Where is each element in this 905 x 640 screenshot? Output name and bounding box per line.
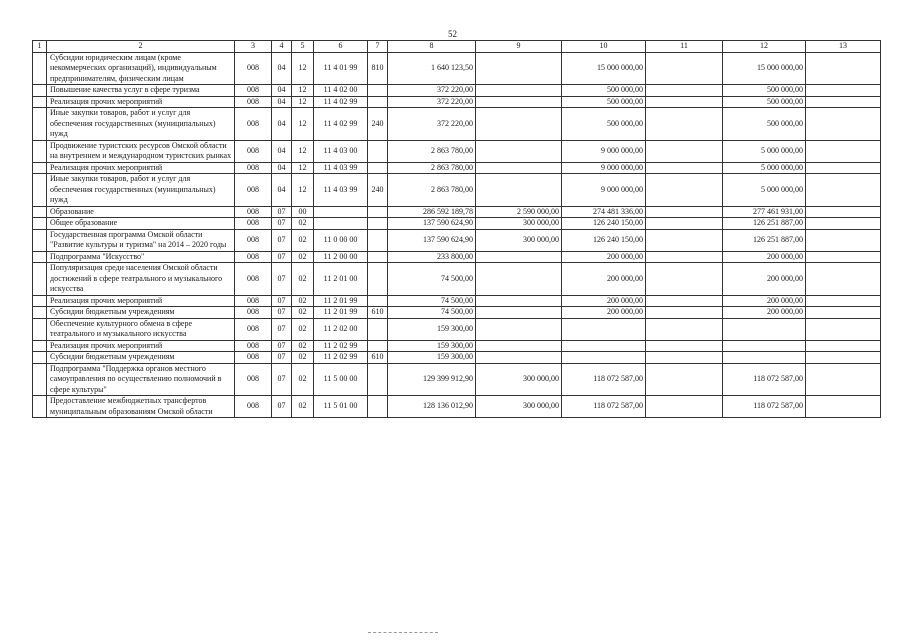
cell-expense-type: [368, 206, 388, 218]
cell-amount-6: [806, 363, 881, 396]
table-row: [33, 318, 881, 340]
cell-amount-2: [476, 352, 562, 364]
cell-amount-6: [806, 218, 881, 230]
scan-artifact-line: [368, 632, 438, 634]
column-header: 7: [368, 41, 388, 53]
cell-index: [33, 363, 47, 396]
cell-amount-1: 137 590 624,90: [388, 229, 476, 251]
table-row: [33, 307, 881, 319]
cell-target-article: 11 5 01 00: [314, 396, 368, 418]
cell-target-article: 11 5 00 00: [314, 363, 368, 396]
cell-amount-2: 2 590 000,00: [476, 206, 562, 218]
cell-expense-type: 240: [368, 174, 388, 207]
cell-amount-6: [806, 307, 881, 319]
cell-subsection: 02: [292, 307, 314, 319]
cell-item-name: Реализация прочих мероприятий: [47, 295, 235, 307]
cell-amount-3: 200 000,00: [562, 263, 646, 296]
cell-amount-5: 200 000,00: [723, 263, 806, 296]
cell-ministry-code: 008: [235, 108, 272, 141]
cell-ministry-code: 008: [235, 85, 272, 97]
cell-expense-type: 810: [368, 52, 388, 85]
cell-amount-1: 1 640 123,50: [388, 52, 476, 85]
cell-subsection: 02: [292, 251, 314, 263]
cell-amount-4: [646, 206, 723, 218]
cell-expense-type: [368, 263, 388, 296]
cell-amount-4: [646, 363, 723, 396]
cell-amount-3: 126 240 150,00: [562, 229, 646, 251]
cell-amount-4: [646, 307, 723, 319]
cell-section: 07: [272, 206, 292, 218]
cell-amount-5: [723, 352, 806, 364]
cell-item-name: Субсидии бюджетным учреждениям: [47, 352, 235, 364]
cell-section: 04: [272, 162, 292, 174]
cell-amount-6: [806, 295, 881, 307]
cell-expense-type: [368, 229, 388, 251]
column-header: 6: [314, 41, 368, 53]
cell-subsection: 12: [292, 140, 314, 162]
cell-ministry-code: 008: [235, 307, 272, 319]
cell-section: 04: [272, 96, 292, 108]
cell-amount-3: 500 000,00: [562, 85, 646, 97]
table-row: [33, 162, 881, 174]
cell-amount-5: 15 000 000,00: [723, 52, 806, 85]
cell-expense-type: [368, 295, 388, 307]
table-row: [33, 85, 881, 97]
cell-target-article: 11 2 01 99: [314, 295, 368, 307]
cell-expense-type: [368, 162, 388, 174]
cell-amount-2: 300 000,00: [476, 363, 562, 396]
cell-amount-3: 118 072 587,00: [562, 396, 646, 418]
cell-ministry-code: 008: [235, 52, 272, 85]
cell-target-article: 11 4 02 99: [314, 96, 368, 108]
cell-amount-4: [646, 85, 723, 97]
cell-expense-type: [368, 85, 388, 97]
cell-index: [33, 396, 47, 418]
cell-index: [33, 140, 47, 162]
cell-amount-1: 74 500,00: [388, 295, 476, 307]
cell-item-name: Повышение качества услуг в сфере туризма: [47, 85, 235, 97]
table-row: [33, 218, 881, 230]
cell-expense-type: [368, 318, 388, 340]
cell-amount-1: 128 136 012,90: [388, 396, 476, 418]
cell-amount-5: [723, 318, 806, 340]
cell-section: 04: [272, 108, 292, 141]
cell-amount-2: 300 000,00: [476, 218, 562, 230]
cell-section: 07: [272, 307, 292, 319]
cell-ministry-code: 008: [235, 295, 272, 307]
table-row: [33, 96, 881, 108]
cell-amount-6: [806, 318, 881, 340]
cell-amount-2: 300 000,00: [476, 229, 562, 251]
table-row: [33, 108, 881, 141]
cell-amount-6: [806, 352, 881, 364]
cell-index: [33, 174, 47, 207]
cell-amount-5: 5 000 000,00: [723, 140, 806, 162]
cell-amount-1: 372 220,00: [388, 96, 476, 108]
cell-amount-4: [646, 218, 723, 230]
cell-subsection: 02: [292, 363, 314, 396]
table-row: [33, 263, 881, 296]
cell-index: [33, 229, 47, 251]
cell-target-article: 11 0 00 00: [314, 229, 368, 251]
cell-target-article: 11 4 02 99: [314, 108, 368, 141]
cell-subsection: 02: [292, 295, 314, 307]
cell-amount-5: 126 251 887,00: [723, 229, 806, 251]
cell-amount-2: [476, 340, 562, 352]
cell-ministry-code: 008: [235, 206, 272, 218]
cell-target-article: 11 4 02 00: [314, 85, 368, 97]
cell-index: [33, 96, 47, 108]
cell-amount-5: 118 072 587,00: [723, 363, 806, 396]
cell-amount-4: [646, 96, 723, 108]
cell-target-article: 11 4 01 99: [314, 52, 368, 85]
cell-amount-1: 372 220,00: [388, 85, 476, 97]
cell-amount-3: 9 000 000,00: [562, 140, 646, 162]
table-row: [33, 140, 881, 162]
cell-ministry-code: 008: [235, 162, 272, 174]
cell-subsection: 12: [292, 52, 314, 85]
cell-target-article: 11 2 02 99: [314, 340, 368, 352]
cell-amount-4: [646, 396, 723, 418]
cell-amount-6: [806, 263, 881, 296]
cell-amount-3: 15 000 000,00: [562, 52, 646, 85]
table-row: [33, 295, 881, 307]
cell-amount-3: 200 000,00: [562, 307, 646, 319]
table-row: [33, 251, 881, 263]
cell-amount-3: 126 240 150,00: [562, 218, 646, 230]
cell-amount-6: [806, 396, 881, 418]
cell-amount-3: [562, 352, 646, 364]
cell-amount-5: 5 000 000,00: [723, 174, 806, 207]
cell-ministry-code: 008: [235, 174, 272, 207]
cell-section: 07: [272, 229, 292, 251]
cell-amount-4: [646, 340, 723, 352]
cell-index: [33, 85, 47, 97]
cell-item-name: Популяризация среди населения Омской области достижений в сфере театрального и музыкального искусства: [47, 263, 235, 296]
cell-item-name: Реализация прочих мероприятий: [47, 162, 235, 174]
cell-amount-6: [806, 251, 881, 263]
cell-item-name: Общее образование: [47, 218, 235, 230]
cell-amount-2: [476, 140, 562, 162]
cell-ministry-code: 008: [235, 340, 272, 352]
cell-index: [33, 318, 47, 340]
cell-amount-6: [806, 140, 881, 162]
cell-subsection: 12: [292, 96, 314, 108]
cell-amount-4: [646, 352, 723, 364]
cell-amount-3: 200 000,00: [562, 295, 646, 307]
cell-subsection: 02: [292, 352, 314, 364]
cell-target-article: 11 2 00 00: [314, 251, 368, 263]
cell-amount-1: 372 220,00: [388, 108, 476, 141]
cell-amount-5: 277 461 931,00: [723, 206, 806, 218]
cell-amount-3: 274 481 336,00: [562, 206, 646, 218]
column-header: 8: [388, 41, 476, 53]
cell-expense-type: [368, 218, 388, 230]
cell-amount-2: [476, 85, 562, 97]
column-header: 3: [235, 41, 272, 53]
cell-amount-4: [646, 229, 723, 251]
cell-amount-6: [806, 340, 881, 352]
cell-section: 04: [272, 52, 292, 85]
cell-amount-1: 2 863 780,00: [388, 140, 476, 162]
cell-expense-type: [368, 340, 388, 352]
cell-amount-5: 200 000,00: [723, 295, 806, 307]
cell-expense-type: 610: [368, 307, 388, 319]
cell-section: 04: [272, 85, 292, 97]
cell-index: [33, 52, 47, 85]
cell-ministry-code: 008: [235, 263, 272, 296]
table-row: [33, 174, 881, 207]
cell-amount-6: [806, 162, 881, 174]
cell-section: 07: [272, 352, 292, 364]
cell-expense-type: 240: [368, 108, 388, 141]
cell-subsection: 12: [292, 85, 314, 97]
table-row: [33, 396, 881, 418]
cell-subsection: 02: [292, 218, 314, 230]
cell-item-name: Субсидии юридическим лицам (кроме некоммерческих организаций), индивидуальным предпринимателям, физическим лицам: [47, 52, 235, 85]
column-header: 1: [33, 41, 47, 53]
cell-section: 07: [272, 218, 292, 230]
cell-amount-3: 9 000 000,00: [562, 174, 646, 207]
cell-ministry-code: 008: [235, 396, 272, 418]
cell-amount-2: [476, 162, 562, 174]
cell-amount-2: [476, 96, 562, 108]
cell-amount-1: 159 300,00: [388, 352, 476, 364]
cell-subsection: 02: [292, 396, 314, 418]
cell-section: 07: [272, 318, 292, 340]
cell-amount-4: [646, 162, 723, 174]
table-row: [33, 206, 881, 218]
cell-section: 07: [272, 396, 292, 418]
budget-table: [32, 40, 881, 418]
cell-section: 07: [272, 295, 292, 307]
cell-amount-5: 500 000,00: [723, 85, 806, 97]
cell-target-article: 11 4 03 99: [314, 162, 368, 174]
cell-amount-2: 300 000,00: [476, 396, 562, 418]
cell-amount-6: [806, 174, 881, 207]
table-row: [33, 352, 881, 364]
cell-amount-5: 500 000,00: [723, 108, 806, 141]
cell-amount-4: [646, 52, 723, 85]
cell-section: 04: [272, 140, 292, 162]
cell-amount-2: [476, 318, 562, 340]
table-row: [33, 52, 881, 85]
cell-index: [33, 108, 47, 141]
cell-ministry-code: 008: [235, 363, 272, 396]
cell-amount-3: [562, 340, 646, 352]
cell-amount-1: 74 500,00: [388, 263, 476, 296]
cell-ministry-code: 008: [235, 229, 272, 251]
cell-target-article: [314, 218, 368, 230]
cell-amount-3: [562, 318, 646, 340]
cell-item-name: Государственная программа Омской области "Развитие культуры и туризма" на 2014 – 2020 годы: [47, 229, 235, 251]
page-number: 52: [448, 29, 457, 39]
cell-subsection: 02: [292, 229, 314, 251]
cell-amount-4: [646, 295, 723, 307]
cell-target-article: 11 2 01 00: [314, 263, 368, 296]
cell-amount-1: 233 800,00: [388, 251, 476, 263]
cell-section: 04: [272, 174, 292, 207]
cell-amount-1: 286 592 189,78: [388, 206, 476, 218]
cell-ministry-code: 008: [235, 352, 272, 364]
column-header: 13: [806, 41, 881, 53]
column-header: 2: [47, 41, 235, 53]
cell-item-name: Субсидии бюджетным учреждениям: [47, 307, 235, 319]
cell-target-article: 11 4 03 00: [314, 140, 368, 162]
cell-amount-1: 74 500,00: [388, 307, 476, 319]
cell-ministry-code: 008: [235, 140, 272, 162]
cell-amount-6: [806, 206, 881, 218]
cell-amount-3: 500 000,00: [562, 96, 646, 108]
cell-amount-5: [723, 340, 806, 352]
column-header: 9: [476, 41, 562, 53]
cell-target-article: [314, 206, 368, 218]
cell-item-name: Подпрограмма "Искусство": [47, 251, 235, 263]
cell-amount-6: [806, 52, 881, 85]
cell-amount-1: 137 590 624,90: [388, 218, 476, 230]
cell-subsection: 00: [292, 206, 314, 218]
cell-item-name: Обеспечение культурного обмена в сфере театрального и музыкального искусства: [47, 318, 235, 340]
cell-item-name: Иные закупки товаров, работ и услуг для обеспечения государственных (муниципальных) нужд: [47, 108, 235, 141]
cell-item-name: Образование: [47, 206, 235, 218]
cell-amount-1: 159 300,00: [388, 318, 476, 340]
cell-amount-2: [476, 295, 562, 307]
cell-amount-5: 200 000,00: [723, 307, 806, 319]
cell-amount-5: 500 000,00: [723, 96, 806, 108]
cell-amount-1: 129 399 912,90: [388, 363, 476, 396]
cell-subsection: 12: [292, 108, 314, 141]
cell-index: [33, 218, 47, 230]
cell-item-name: Иные закупки товаров, работ и услуг для обеспечения государственных (муниципальных) нужд: [47, 174, 235, 207]
cell-amount-2: [476, 52, 562, 85]
cell-index: [33, 263, 47, 296]
cell-amount-2: [476, 174, 562, 207]
cell-subsection: 02: [292, 318, 314, 340]
table-row: [33, 229, 881, 251]
cell-amount-1: 2 863 780,00: [388, 162, 476, 174]
cell-subsection: 12: [292, 162, 314, 174]
cell-amount-4: [646, 263, 723, 296]
cell-expense-type: [368, 396, 388, 418]
cell-amount-5: 200 000,00: [723, 251, 806, 263]
cell-item-name: Подпрограмма "Поддержка органов местного самоуправления по осуществлению полномочий в сфере культуры": [47, 363, 235, 396]
cell-subsection: 12: [292, 174, 314, 207]
column-header: 5: [292, 41, 314, 53]
cell-ministry-code: 008: [235, 251, 272, 263]
cell-index: [33, 251, 47, 263]
cell-amount-4: [646, 140, 723, 162]
cell-amount-2: [476, 263, 562, 296]
cell-amount-6: [806, 85, 881, 97]
cell-amount-4: [646, 318, 723, 340]
column-header: 12: [723, 41, 806, 53]
cell-amount-4: [646, 174, 723, 207]
cell-item-name: Продвижение туристских ресурсов Омской области на внутреннем и международном туристских рынках: [47, 140, 235, 162]
cell-index: [33, 206, 47, 218]
cell-target-article: 11 2 01 99: [314, 307, 368, 319]
table-body: [33, 41, 881, 418]
cell-amount-1: 159 300,00: [388, 340, 476, 352]
cell-section: 07: [272, 340, 292, 352]
cell-expense-type: 610: [368, 352, 388, 364]
cell-amount-3: 500 000,00: [562, 108, 646, 141]
cell-expense-type: [368, 96, 388, 108]
cell-amount-2: [476, 307, 562, 319]
cell-amount-5: 118 072 587,00: [723, 396, 806, 418]
column-header: 11: [646, 41, 723, 53]
cell-item-name: Реализация прочих мероприятий: [47, 340, 235, 352]
cell-section: 07: [272, 263, 292, 296]
cell-ministry-code: 008: [235, 318, 272, 340]
cell-target-article: 11 4 03 99: [314, 174, 368, 207]
cell-amount-3: 118 072 587,00: [562, 363, 646, 396]
cell-amount-4: [646, 108, 723, 141]
cell-amount-6: [806, 96, 881, 108]
cell-amount-1: 2 863 780,00: [388, 174, 476, 207]
cell-target-article: 11 2 02 99: [314, 352, 368, 364]
header-row: [33, 41, 881, 53]
cell-index: [33, 307, 47, 319]
cell-index: [33, 340, 47, 352]
column-header: 10: [562, 41, 646, 53]
cell-item-name: Предоставление межбюджетных трансфертов муниципальным образованиям Омской области: [47, 396, 235, 418]
cell-expense-type: [368, 140, 388, 162]
cell-amount-2: [476, 251, 562, 263]
cell-amount-6: [806, 229, 881, 251]
cell-expense-type: [368, 251, 388, 263]
cell-amount-5: 126 251 887,00: [723, 218, 806, 230]
cell-amount-6: [806, 108, 881, 141]
cell-index: [33, 352, 47, 364]
cell-amount-4: [646, 251, 723, 263]
cell-index: [33, 162, 47, 174]
cell-amount-3: 9 000 000,00: [562, 162, 646, 174]
table-row: [33, 340, 881, 352]
cell-subsection: 02: [292, 340, 314, 352]
cell-amount-2: [476, 108, 562, 141]
cell-item-name: Реализация прочих мероприятий: [47, 96, 235, 108]
table-row: [33, 363, 881, 396]
cell-ministry-code: 008: [235, 218, 272, 230]
cell-index: [33, 295, 47, 307]
cell-section: 07: [272, 251, 292, 263]
cell-ministry-code: 008: [235, 96, 272, 108]
column-header: 4: [272, 41, 292, 53]
cell-amount-3: 200 000,00: [562, 251, 646, 263]
cell-expense-type: [368, 363, 388, 396]
cell-amount-5: 5 000 000,00: [723, 162, 806, 174]
cell-target-article: 11 2 02 00: [314, 318, 368, 340]
cell-section: 07: [272, 363, 292, 396]
cell-subsection: 02: [292, 263, 314, 296]
